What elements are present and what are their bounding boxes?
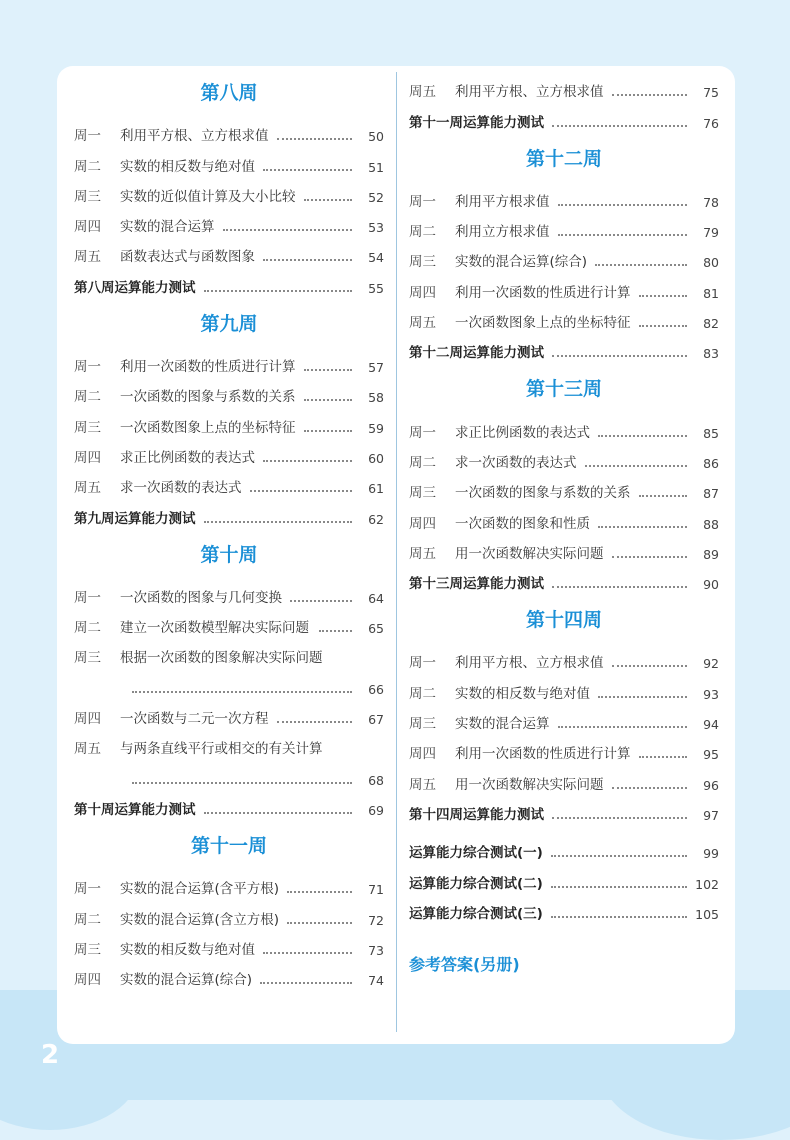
entry-page: 74	[368, 973, 384, 989]
toc-test-entry[interactable]	[409, 562, 719, 592]
week-heading: 第九周	[200, 312, 258, 335]
entry-title: 一次函数的图象与几何变换	[120, 589, 282, 606]
entry-day: 周五	[409, 315, 436, 332]
leader-dots	[132, 691, 352, 693]
toc-entry[interactable]	[74, 697, 384, 727]
toc-entry[interactable]	[409, 180, 719, 210]
toc-entry[interactable]	[74, 144, 384, 174]
entry-day: 周三	[409, 485, 436, 502]
entry-day: 周一	[409, 193, 436, 210]
toc-entry[interactable]	[74, 205, 384, 235]
entry-page: 67	[368, 712, 384, 728]
entry-page: 59	[368, 420, 384, 436]
leader-dots	[639, 495, 688, 497]
entry-day: 周四	[74, 449, 101, 466]
test-title: 运算能力综合测试(一)	[409, 845, 543, 862]
toc-test-entry[interactable]	[409, 331, 719, 361]
entry-day: 周五	[409, 545, 436, 562]
toc-test-entry[interactable]	[74, 788, 384, 818]
entry-page: 54	[368, 250, 384, 266]
leader-dots	[290, 600, 352, 602]
entry-title: 实数的相反数与绝对值	[120, 941, 255, 958]
leader-dots	[552, 817, 687, 819]
toc-comprehensive-entry[interactable]	[409, 861, 719, 891]
toc-entry[interactable]	[74, 436, 384, 466]
entry-page: 69	[368, 802, 384, 818]
entry-title: 与两条直线平行或相交的有关计算	[120, 741, 323, 758]
entry-page: 105	[695, 906, 719, 922]
entry-page: 85	[703, 425, 719, 441]
entry-day: 周一	[74, 881, 101, 898]
entry-title: 实数的混合运算(综合)	[120, 972, 253, 989]
leader-dots	[558, 234, 688, 236]
entry-title: 实数的相反数与绝对值	[120, 158, 255, 175]
toc-entry[interactable]	[409, 210, 719, 240]
entry-page: 82	[703, 316, 719, 332]
leader-dots	[319, 630, 352, 632]
entry-page: 79	[703, 225, 719, 241]
toc-entry[interactable]	[409, 762, 719, 792]
leader-dots	[304, 369, 353, 371]
toc-entry[interactable]	[409, 441, 719, 471]
leader-dots	[304, 430, 353, 432]
entry-day: 周二	[409, 454, 436, 471]
leader-dots	[612, 665, 688, 667]
test-title: 第十三周运算能力测试	[409, 576, 544, 593]
entry-page: 62	[368, 511, 384, 527]
toc-entry[interactable]	[409, 501, 719, 531]
entry-title: 实数的近似值计算及大小比较	[120, 188, 296, 205]
leader-dots	[598, 526, 687, 528]
toc-entry[interactable]	[74, 175, 384, 205]
toc-entry[interactable]	[409, 732, 719, 762]
leader-dots	[552, 355, 687, 357]
leader-dots	[551, 916, 687, 918]
toc-entry[interactable]	[409, 532, 719, 562]
leader-dots	[263, 169, 352, 171]
entry-title: 利用平方根、立方根求值	[455, 655, 604, 672]
leader-dots	[639, 756, 688, 758]
entry-page: 76	[703, 115, 719, 131]
leader-dots	[598, 696, 687, 698]
toc-entry[interactable]	[74, 928, 384, 958]
toc-comprehensive-entry[interactable]	[409, 892, 719, 922]
entry-page: 64	[368, 590, 384, 606]
toc-entry[interactable]	[74, 466, 384, 496]
leader-dots	[598, 435, 687, 437]
toc-entry[interactable]	[74, 636, 384, 666]
entry-day: 周二	[74, 158, 101, 175]
entry-page: 58	[368, 390, 384, 406]
leader-dots	[223, 229, 353, 231]
entry-page: 50	[368, 129, 384, 145]
toc-entry[interactable]	[74, 405, 384, 435]
entry-day: 周五	[409, 84, 436, 101]
entry-title: 利用一次函数的性质进行计算	[455, 284, 631, 301]
leader-dots	[204, 812, 353, 814]
entry-page: 102	[695, 876, 719, 892]
entry-title: 求正比例函数的表达式	[120, 449, 255, 466]
toc-entry[interactable]	[409, 270, 719, 300]
test-title: 第十一周运算能力测试	[409, 114, 544, 131]
leader-dots	[250, 490, 353, 492]
entry-title: 实数的混合运算(综合)	[455, 254, 588, 271]
entry-page: 55	[368, 280, 384, 296]
entry-day: 周三	[74, 188, 101, 205]
entry-title: 一次函数的图象与系数的关系	[455, 485, 631, 502]
entry-day: 周三	[409, 254, 436, 271]
entry-page: 89	[703, 546, 719, 562]
entry-day: 周三	[74, 650, 101, 667]
entry-title: 求正比例函数的表达式	[455, 424, 590, 441]
entry-page: 66	[368, 681, 384, 697]
entry-day: 周五	[74, 741, 101, 758]
entry-page: 96	[703, 777, 719, 793]
entry-title: 一次函数的图象与系数的关系	[120, 389, 296, 406]
toc-test-entry[interactable]	[74, 496, 384, 526]
leader-dots	[552, 125, 687, 127]
toc-entry-continuation[interactable]	[74, 757, 384, 787]
toc-entry[interactable]	[409, 641, 719, 671]
leader-dots	[277, 721, 353, 723]
entry-page: 72	[368, 912, 384, 928]
leader-dots	[551, 886, 687, 888]
entry-day: 周四	[74, 711, 101, 728]
leader-dots	[304, 399, 353, 401]
leader-dots	[612, 787, 688, 789]
entry-title: 实数的相反数与绝对值	[455, 685, 590, 702]
entry-page: 88	[703, 516, 719, 532]
leader-dots	[260, 982, 352, 984]
entry-page: 95	[703, 747, 719, 763]
leader-dots	[595, 264, 687, 266]
leader-dots	[204, 290, 353, 292]
entry-page: 60	[368, 450, 384, 466]
leader-dots	[639, 325, 688, 327]
leader-dots	[612, 94, 688, 96]
entry-day: 周二	[409, 224, 436, 241]
leader-dots	[287, 922, 352, 924]
leader-dots	[612, 556, 688, 558]
entry-day: 周五	[409, 776, 436, 793]
toc-entry[interactable]	[409, 671, 719, 701]
leader-dots	[551, 855, 687, 857]
entry-page: 87	[703, 486, 719, 502]
entry-day: 周四	[74, 219, 101, 236]
spacer	[409, 823, 719, 831]
toc-entry[interactable]	[74, 345, 384, 375]
leader-dots	[263, 952, 352, 954]
leader-dots	[304, 199, 353, 201]
entry-title: 利用一次函数的性质进行计算	[120, 359, 296, 376]
entry-day: 周一	[409, 424, 436, 441]
entry-page: 68	[368, 772, 384, 788]
entry-title: 一次函数图象上点的坐标特征	[120, 419, 296, 436]
test-title: 第十四周运算能力测试	[409, 806, 544, 823]
entry-page: 65	[368, 621, 384, 637]
entry-title: 利用平方根求值	[455, 193, 550, 210]
leader-dots	[204, 521, 353, 523]
entry-page: 53	[368, 220, 384, 236]
entry-page: 61	[368, 481, 384, 497]
toc-right-column	[409, 66, 719, 980]
entry-day: 周五	[74, 249, 101, 266]
entry-page: 80	[703, 255, 719, 271]
toc-entry[interactable]	[409, 240, 719, 270]
entry-title: 求一次函数的表达式	[455, 454, 577, 471]
entry-title: 利用平方根、立方根求值	[120, 128, 269, 145]
toc-entry[interactable]	[74, 897, 384, 927]
leader-dots	[132, 782, 352, 784]
entry-day: 周一	[409, 655, 436, 672]
entry-page: 94	[703, 717, 719, 733]
entry-page: 52	[368, 189, 384, 205]
toc-entry[interactable]	[409, 70, 719, 100]
toc-entry[interactable]	[74, 727, 384, 757]
leader-dots	[558, 204, 688, 206]
entry-page: 57	[368, 360, 384, 376]
entry-day: 周四	[74, 972, 101, 989]
entry-day: 周一	[74, 589, 101, 606]
entry-page: 81	[703, 285, 719, 301]
entry-day: 周三	[74, 419, 101, 436]
entry-page: 71	[368, 882, 384, 898]
column-divider	[396, 72, 397, 1032]
leader-dots	[287, 891, 352, 893]
toc-entry[interactable]	[74, 867, 384, 897]
entry-page: 92	[703, 656, 719, 672]
week-heading: 第十一周	[190, 834, 267, 857]
test-title: 第八周运算能力测试	[74, 279, 196, 296]
toc-entry[interactable]	[74, 606, 384, 636]
entry-title: 实数的混合运算	[120, 219, 215, 236]
entry-day: 周三	[409, 716, 436, 733]
toc-test-entry[interactable]	[409, 793, 719, 823]
entry-title: 求一次函数的表达式	[120, 480, 242, 497]
toc-entry[interactable]	[74, 375, 384, 405]
entry-day: 周四	[409, 284, 436, 301]
entry-page: 93	[703, 686, 719, 702]
entry-day: 周四	[409, 515, 436, 532]
week-heading: 第八周	[200, 82, 258, 104]
toc-test-entry[interactable]	[409, 100, 719, 130]
toc-entry[interactable]	[409, 702, 719, 732]
week-heading: 第十二周	[525, 147, 602, 170]
answer-key-note: 参考答案(另册)	[409, 954, 520, 974]
week-heading: 第十周	[200, 543, 258, 566]
entry-day: 周二	[74, 911, 101, 928]
entry-page: 97	[703, 807, 719, 823]
entry-day: 周四	[409, 746, 436, 763]
entry-day: 周一	[74, 359, 101, 376]
test-title: 运算能力综合测试(二)	[409, 875, 543, 892]
entry-title: 实数的混合运算(含立方根)	[120, 911, 280, 928]
toc-left-column	[74, 66, 384, 988]
toc-entry[interactable]	[409, 301, 719, 331]
toc-comprehensive-entry[interactable]	[409, 831, 719, 861]
leader-dots	[639, 295, 688, 297]
entry-day: 周二	[74, 389, 101, 406]
leader-dots	[585, 465, 688, 467]
test-title: 第十周运算能力测试	[74, 801, 196, 818]
entry-title: 用一次函数解决实际问题	[455, 545, 604, 562]
toc-entry[interactable]	[74, 958, 384, 988]
entry-page: 99	[703, 846, 719, 862]
test-title: 第十二周运算能力测试	[409, 345, 544, 362]
entry-title: 实数的混合运算	[455, 716, 550, 733]
entry-title: 实数的混合运算(含平方根)	[120, 881, 280, 898]
entry-page: 90	[703, 577, 719, 593]
entry-title: 利用立方根求值	[455, 224, 550, 241]
toc-entry-continuation[interactable]	[74, 666, 384, 696]
toc-entry[interactable]	[74, 235, 384, 265]
leader-dots	[263, 460, 352, 462]
toc-test-entry[interactable]	[74, 265, 384, 295]
entry-day: 周二	[409, 685, 436, 702]
entry-page: 73	[368, 942, 384, 958]
entry-title: 一次函数的图象和性质	[455, 515, 590, 532]
entry-day: 周一	[74, 128, 101, 145]
toc-entry[interactable]	[409, 410, 719, 440]
toc-entry[interactable]	[74, 114, 384, 144]
entry-day: 周三	[74, 941, 101, 958]
leader-dots	[558, 726, 688, 728]
toc-entry[interactable]	[74, 576, 384, 606]
entry-title: 利用一次函数的性质进行计算	[455, 746, 631, 763]
leader-dots	[552, 586, 687, 588]
entry-day: 周二	[74, 620, 101, 637]
leader-dots	[263, 259, 352, 261]
entry-title: 一次函数与二元一次方程	[120, 711, 269, 728]
week-heading: 第十四周	[525, 609, 602, 632]
test-title: 运算能力综合测试(三)	[409, 905, 543, 922]
entry-page: 86	[703, 455, 719, 471]
test-title: 第九周运算能力测试	[74, 510, 196, 527]
entry-title: 函数表达式与函数图象	[120, 249, 255, 266]
entry-page: 83	[703, 346, 719, 362]
toc-entry[interactable]	[409, 471, 719, 501]
entry-day: 周五	[74, 480, 101, 497]
entry-title: 一次函数图象上点的坐标特征	[455, 315, 631, 332]
entry-page: 78	[703, 194, 719, 210]
entry-title: 用一次函数解决实际问题	[455, 776, 604, 793]
leader-dots	[277, 138, 353, 140]
entry-title: 建立一次函数模型解决实际问题	[120, 620, 309, 637]
entry-title: 根据一次函数的图象解决实际问题	[120, 650, 323, 667]
entry-title: 利用平方根、立方根求值	[455, 84, 604, 101]
week-heading: 第十三周	[525, 378, 602, 401]
entry-page: 75	[703, 85, 719, 101]
page-number: 2	[41, 1040, 60, 1070]
entry-page: 51	[368, 159, 384, 175]
